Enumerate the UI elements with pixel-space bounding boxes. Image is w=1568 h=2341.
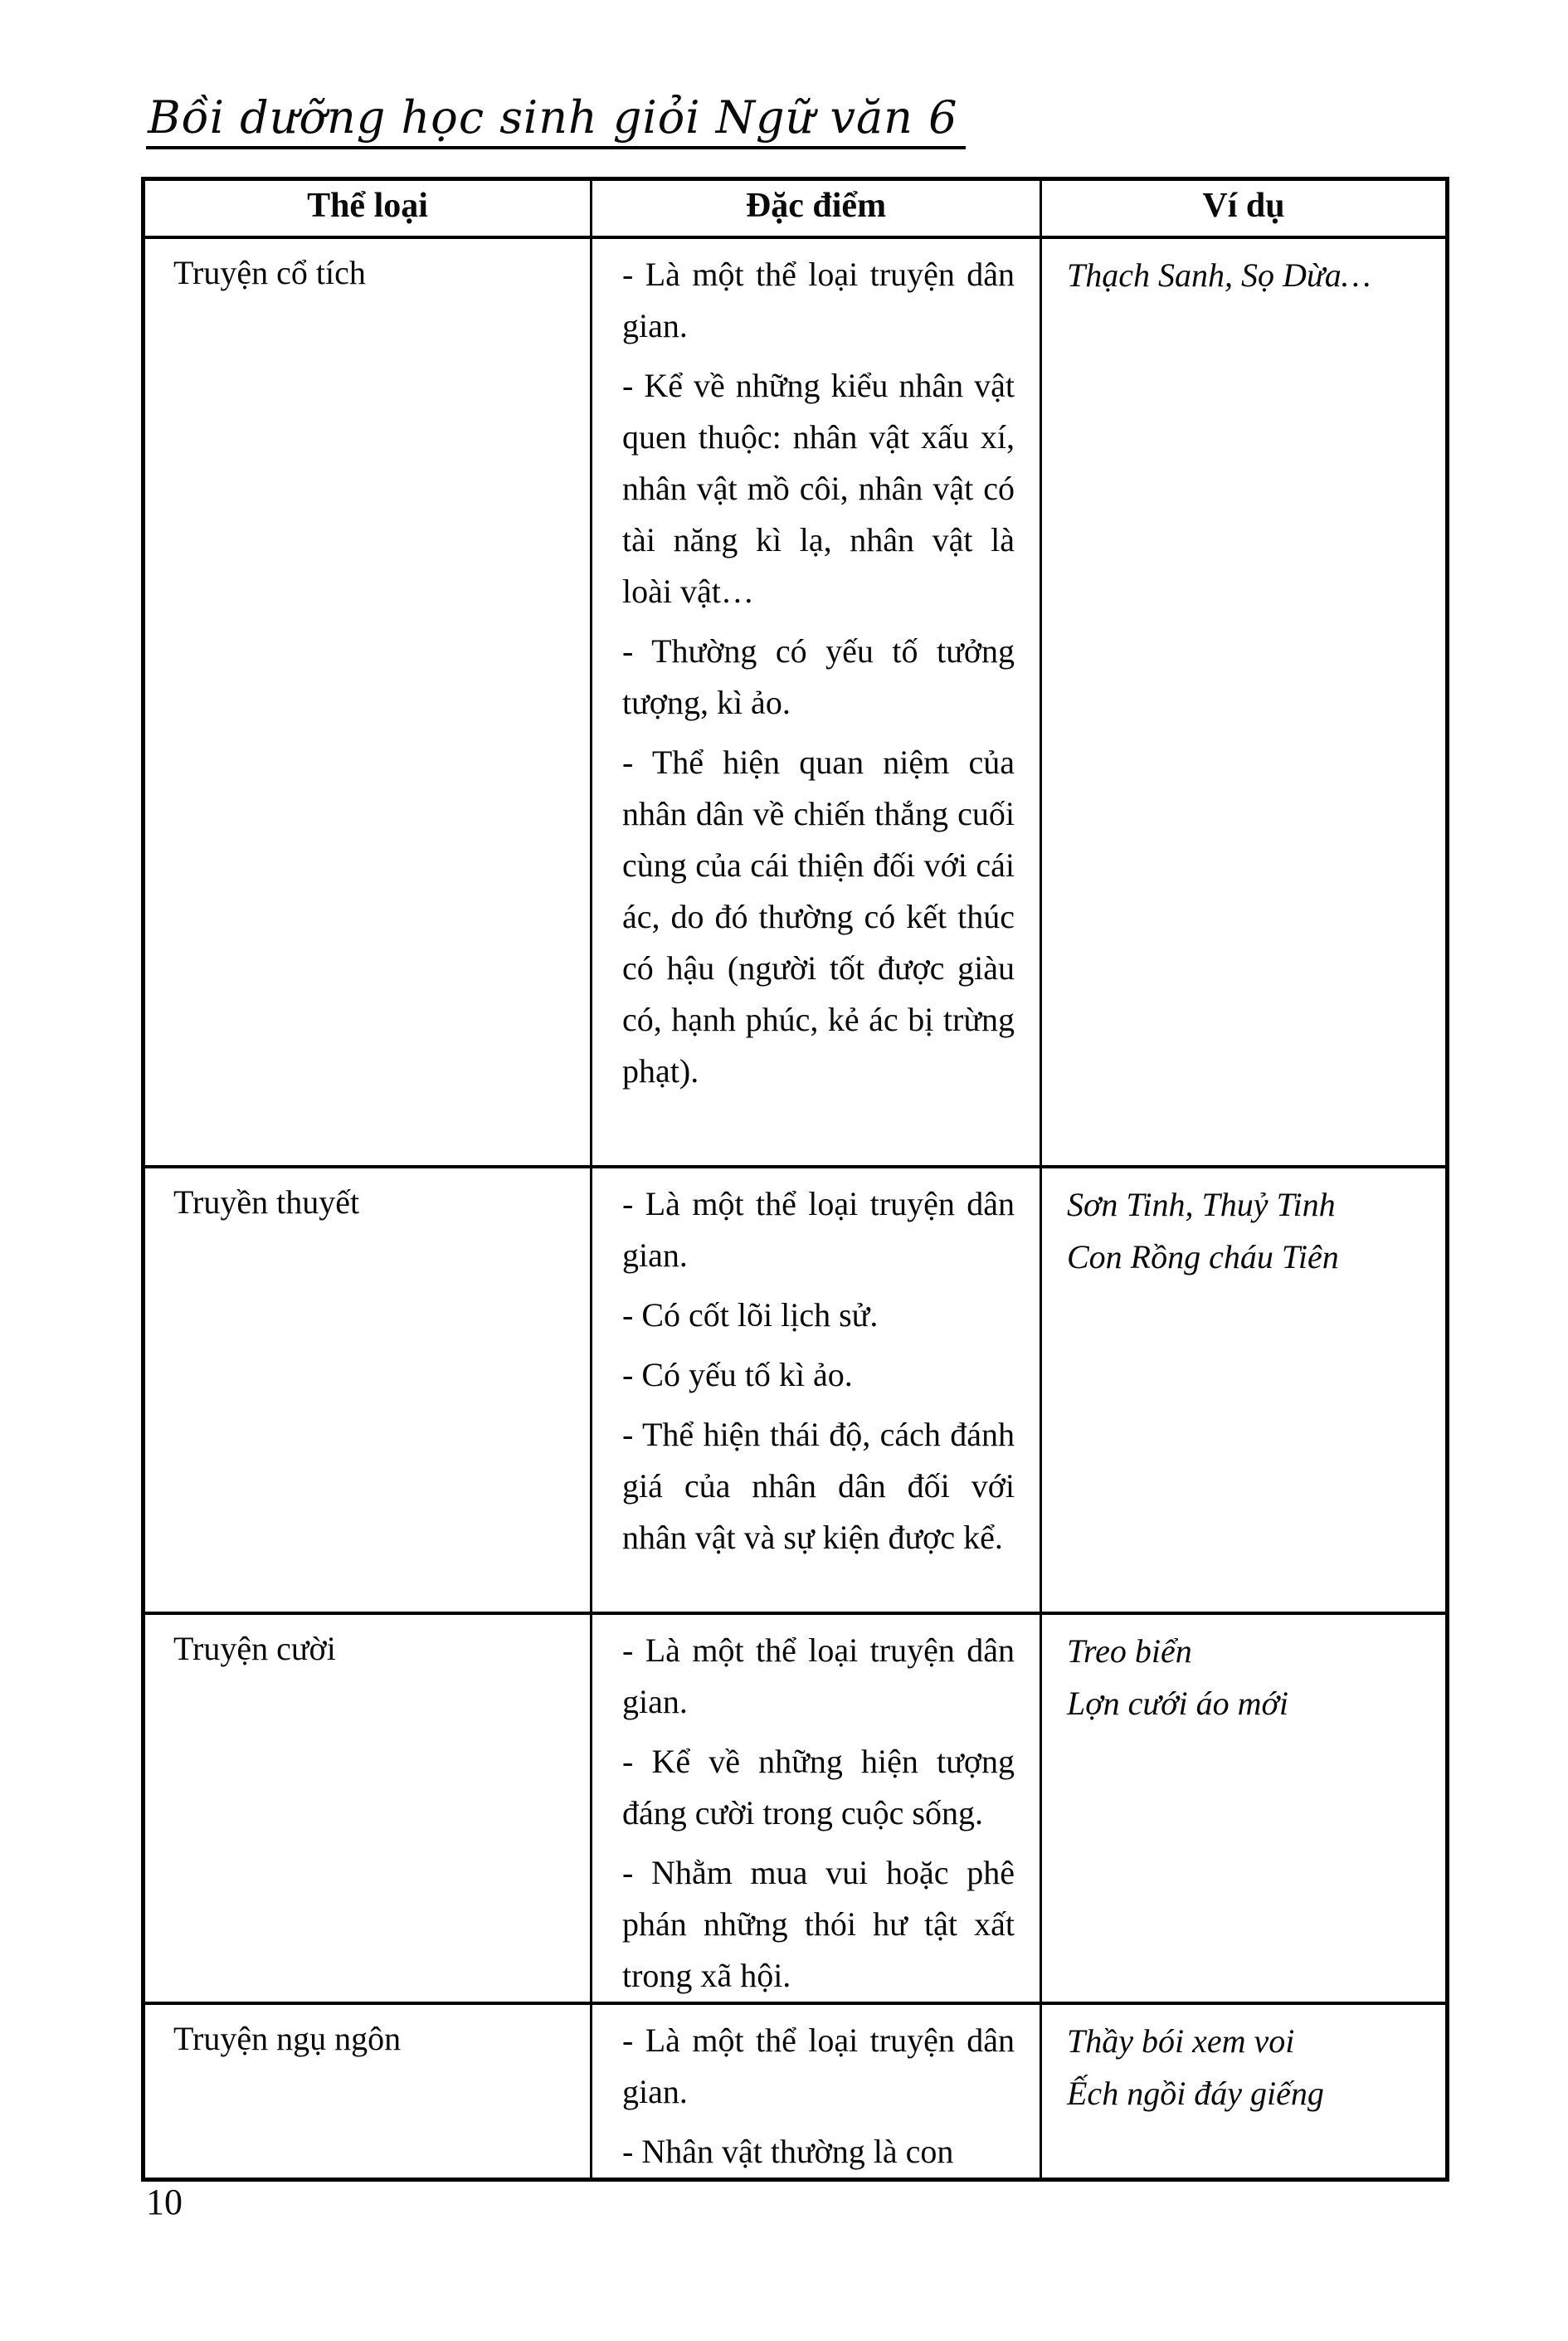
features-cell [592, 1613, 1041, 2003]
examples-cell [1041, 1167, 1448, 1613]
feature-item: - Là một thể loại truyện dân gian. [622, 2021, 1015, 2110]
genre-cell: Truyện cổ tích [144, 237, 592, 1167]
examples-cell [1041, 237, 1448, 1167]
table-row [144, 2003, 1448, 2180]
feature-item: - Thường có yếu tố tưởng tượng, kì ảo. [622, 632, 1015, 721]
book-title: Bồi dưỡng học sinh giỏi Ngữ văn 6 [146, 93, 966, 149]
col-header-genre: Thể loại [144, 179, 592, 237]
examples-cell [1041, 1613, 1448, 2003]
example-title: Ếch ngồi đáy giếng [1067, 2074, 1324, 2112]
feature-item: - Kể về những kiểu nhân vật quen thuộc: nhân vật xấu xí, nhân vật mồ côi, nhân vật có tài năng kì lạ, nhân vật là loài vật… [622, 366, 1015, 610]
example-title: Sơn Tinh, Thuỷ Tinh [1067, 1185, 1336, 1223]
examples-cell [1041, 2003, 1448, 2180]
table-row [144, 1613, 1448, 2003]
feature-item: - Là một thể loại truyện dân gian. [622, 255, 1015, 344]
book-header [146, 93, 966, 149]
feature-item: - Nhân vật thường là con [622, 2132, 954, 2170]
feature-item: - Là một thể loại truyện dân gian. [622, 1184, 1015, 1274]
example-title: Treo biển [1067, 1631, 1192, 1670]
genre-cell: Truyền thuyết [144, 1167, 592, 1613]
example-title: Thạch Sanh, Sọ Dừa… [1067, 256, 1371, 294]
genre-cell: Truyện ngụ ngôn [144, 2003, 592, 2180]
example-title: Lợn cưới áo mới [1067, 1684, 1288, 1722]
table-row [144, 1167, 1448, 1613]
table-row [144, 237, 1448, 1167]
features-cell [592, 237, 1041, 1167]
features-cell [592, 2003, 1041, 2180]
feature-item: - Có yếu tố kì ảo. [622, 1355, 853, 1393]
page-number: 10 [146, 2182, 183, 2222]
feature-item: - Thể hiện quan niệm của nhân dân về chiến thắng cuối cùng của cái thiện đối với cái ác, do đó thường có kết thúc có hậu (người tốt được giàu có, hạnh phúc, kẻ ác bị trừng phạt). [622, 743, 1015, 1090]
feature-item: - Kể về những hiện tượng đáng cười trong cuộc sống. [622, 1742, 1015, 1831]
col-header-features: Đặc điểm [592, 179, 1041, 237]
example-title: Thầy bói xem voi [1067, 2022, 1295, 2060]
feature-item: - Nhằm mua vui hoặc phê phán những thói hư tật xất trong xã hội. [622, 1853, 1015, 1994]
feature-item: - Là một thể loại truyện dân gian. [622, 1631, 1015, 1720]
genre-cell: Truyện cười [144, 1613, 592, 2003]
feature-item: - Có cốt lõi lịch sử. [622, 1295, 879, 1334]
features-cell [592, 1167, 1041, 1613]
example-title: Con Rồng cháu Tiên [1067, 1237, 1339, 1275]
feature-item: - Thể hiện thái độ, cách đánh giá của nhân dân đối với nhân vật và sự kiện được kể. [622, 1415, 1015, 1556]
col-header-examples: Ví dụ [1041, 179, 1448, 237]
genre-table [141, 177, 1449, 2182]
table-header-row [144, 179, 1448, 237]
